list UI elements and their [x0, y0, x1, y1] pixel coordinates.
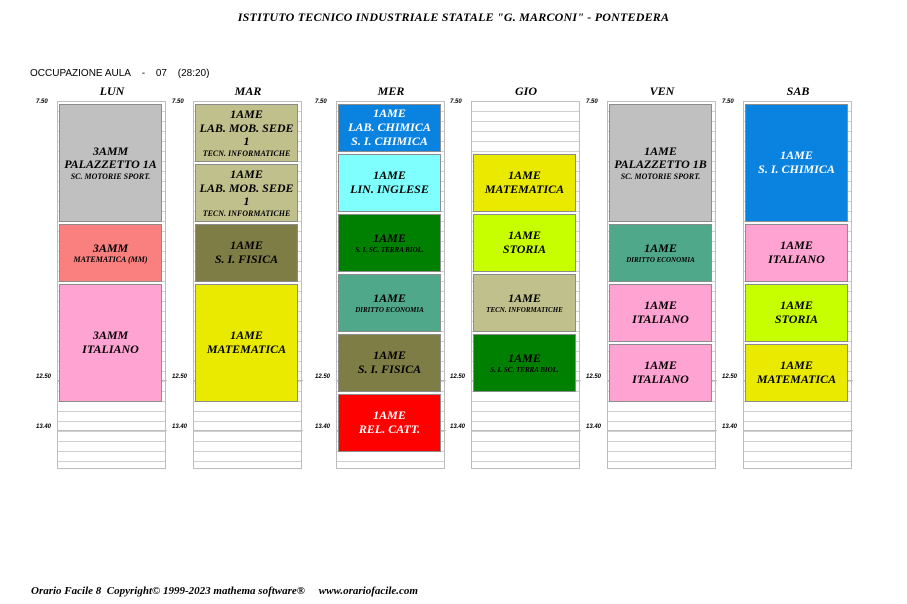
lesson-block[interactable]	[745, 104, 848, 222]
lesson-block[interactable]	[59, 104, 162, 222]
day-slots	[607, 101, 716, 469]
day-header: SAB	[786, 84, 810, 98]
lesson-block[interactable]	[745, 224, 848, 282]
time-label-end: 13.40	[315, 424, 331, 430]
lesson-class: 1AME	[373, 348, 406, 362]
time-label-mid: 12.50	[722, 374, 738, 380]
subtitle-room: 07	[155, 68, 167, 79]
lesson-subject: SC. MOTORIE SPORT.	[70, 172, 151, 182]
lesson-room: MATEMATICA	[756, 372, 837, 386]
time-label-end: 13.40	[172, 424, 188, 430]
lesson-class: 1AME	[644, 298, 677, 313]
lesson-class: 1AME	[230, 328, 263, 343]
day-header: GIO	[514, 84, 537, 98]
lesson-room: STORIA	[774, 312, 819, 326]
day-header: VEN	[649, 84, 675, 98]
lesson-room: ITALIANO	[82, 342, 139, 356]
hour-separator	[744, 430, 853, 431]
lesson-room: STORIA	[502, 241, 547, 256]
lesson-class: 1AME	[373, 106, 406, 121]
lesson-room: PALAZZETTO 1B	[614, 157, 707, 172]
lesson-room: LIN. INGLESE	[350, 181, 429, 196]
subtitle-dash: -	[141, 68, 146, 79]
lesson-subject: TECN. INFORMATICHE	[202, 209, 291, 219]
time-label-start: 7.50	[36, 99, 48, 105]
lesson-room: S. I. SC. TERRA BIOL.	[490, 365, 559, 374]
lesson-room: S. I. SC. TERRA BIOL.	[355, 245, 424, 254]
time-label-start: 7.50	[315, 99, 327, 105]
time-label-mid: 12.50	[450, 374, 466, 380]
lesson-subject: MATEMATICA (MM)	[73, 255, 148, 265]
hour-separator	[608, 430, 717, 431]
page-title: ISTITUTO TECNICO INDUSTRIALE STATALE "G. MARCONI" - PONTEDERA	[237, 10, 670, 24]
lesson-block[interactable]	[609, 344, 712, 402]
lesson-room: S. I. CHIMICA	[758, 162, 835, 176]
day-header: MAR	[234, 84, 262, 98]
time-label-end: 13.40	[450, 424, 466, 430]
lesson-class: 1AME	[373, 168, 406, 182]
lesson-class: 3AMM	[92, 240, 129, 255]
lesson-subject: S. I. CHIMICA	[351, 133, 428, 148]
day-slots	[193, 101, 302, 469]
hour-separator	[194, 430, 303, 431]
day-slots	[57, 101, 166, 469]
lesson-block[interactable]	[338, 274, 441, 332]
time-label-start: 7.50	[586, 99, 598, 105]
lesson-block[interactable]	[473, 214, 576, 272]
lesson-block[interactable]	[338, 394, 441, 452]
lesson-block[interactable]	[338, 334, 441, 392]
lesson-room: ITALIANO	[768, 252, 825, 266]
lesson-block[interactable]	[473, 154, 576, 212]
lesson-class: 1AME	[230, 106, 263, 121]
lesson-room: S. I. FISICA	[214, 252, 279, 266]
lesson-room: S. I. FISICA	[357, 361, 422, 376]
time-label-start: 7.50	[172, 99, 184, 105]
lesson-room: ITALIANO	[632, 372, 689, 386]
lesson-class: 1AME	[780, 358, 813, 373]
lesson-class: 1AME	[373, 290, 406, 305]
lesson-room: LAB. MOB. SEDE 1	[199, 180, 294, 209]
lesson-block[interactable]	[609, 104, 712, 222]
lesson-room: PALAZZETTO 1A	[64, 157, 157, 172]
lesson-block[interactable]	[338, 154, 441, 212]
lesson-class: 1AME	[644, 358, 677, 373]
lesson-room: LAB. CHIMICA	[348, 120, 431, 134]
lesson-block[interactable]	[338, 214, 441, 272]
time-label-start: 7.50	[722, 99, 734, 105]
time-label-mid: 12.50	[172, 374, 188, 380]
lesson-block[interactable]	[195, 104, 298, 162]
lesson-class: 1AME	[508, 168, 541, 182]
lesson-block[interactable]	[609, 224, 712, 282]
lesson-class: 1AME	[644, 241, 677, 256]
lesson-class: 1AME	[644, 143, 677, 158]
time-label-end: 13.40	[722, 424, 738, 430]
lesson-room: LAB. MOB. SEDE 1	[199, 120, 294, 149]
lesson-subject: TECN. INFORMATICHE	[202, 149, 291, 159]
lesson-block[interactable]	[473, 334, 576, 392]
lesson-class: 1AME	[373, 230, 406, 245]
lesson-room: DIRITTO ECONOMIA	[626, 255, 695, 264]
lesson-room: MATEMATICA	[484, 181, 565, 196]
time-label-end: 13.40	[586, 424, 602, 430]
lesson-room: MATEMATICA	[206, 342, 287, 356]
lesson-block[interactable]	[195, 284, 298, 402]
time-label-end: 13.40	[36, 424, 52, 430]
room-occupancy-subtitle	[30, 68, 217, 79]
subtitle-label: OCCUPAZIONE AULA	[30, 68, 131, 79]
time-label-start: 7.50	[450, 99, 462, 105]
hour-separator	[58, 430, 167, 431]
lesson-class: 1AME	[508, 350, 541, 365]
lesson-block[interactable]	[59, 284, 162, 402]
day-slots	[743, 101, 852, 469]
lesson-class: 1AME	[780, 298, 813, 313]
lesson-room: REL. CATT.	[358, 421, 421, 436]
lesson-class: 3AMM	[92, 328, 129, 343]
time-label-mid: 12.50	[586, 374, 602, 380]
subtitle-capacity: (28:20)	[177, 68, 210, 79]
lesson-class: 1AME	[508, 290, 541, 305]
day-header: MER	[377, 84, 405, 98]
lesson-block[interactable]	[745, 344, 848, 402]
lesson-block[interactable]	[745, 284, 848, 342]
lesson-block[interactable]	[59, 224, 162, 282]
lesson-class: 1AME	[508, 228, 541, 242]
lesson-room: ITALIANO	[632, 312, 689, 326]
lesson-block[interactable]	[338, 104, 441, 152]
lesson-class: 1AME	[373, 408, 406, 422]
lesson-subject: SC. MOTORIE SPORT.	[620, 172, 701, 182]
footer-credits: Orario Facile 8 Copyright© 1999-2023 mathema software® www.orariofacile.com	[31, 585, 418, 597]
lesson-class: 3AMM	[92, 143, 129, 158]
day-header: LUN	[99, 84, 125, 98]
day-slots	[336, 101, 445, 469]
lesson-class: 1AME	[230, 166, 263, 181]
lesson-class: 1AME	[780, 238, 813, 253]
day-slots	[471, 101, 580, 469]
lesson-block[interactable]	[609, 284, 712, 342]
lesson-class: 1AME	[780, 148, 813, 163]
time-label-mid: 12.50	[36, 374, 52, 380]
lesson-block[interactable]	[195, 164, 298, 222]
lesson-room: DIRITTO ECONOMIA	[355, 305, 424, 314]
time-label-mid: 12.50	[315, 374, 331, 380]
lesson-block[interactable]	[195, 224, 298, 282]
lesson-block[interactable]	[473, 274, 576, 332]
hour-separator	[472, 430, 581, 431]
lesson-class: 1AME	[230, 238, 263, 253]
lesson-room: TECN. INFORMATICHE	[486, 305, 563, 314]
